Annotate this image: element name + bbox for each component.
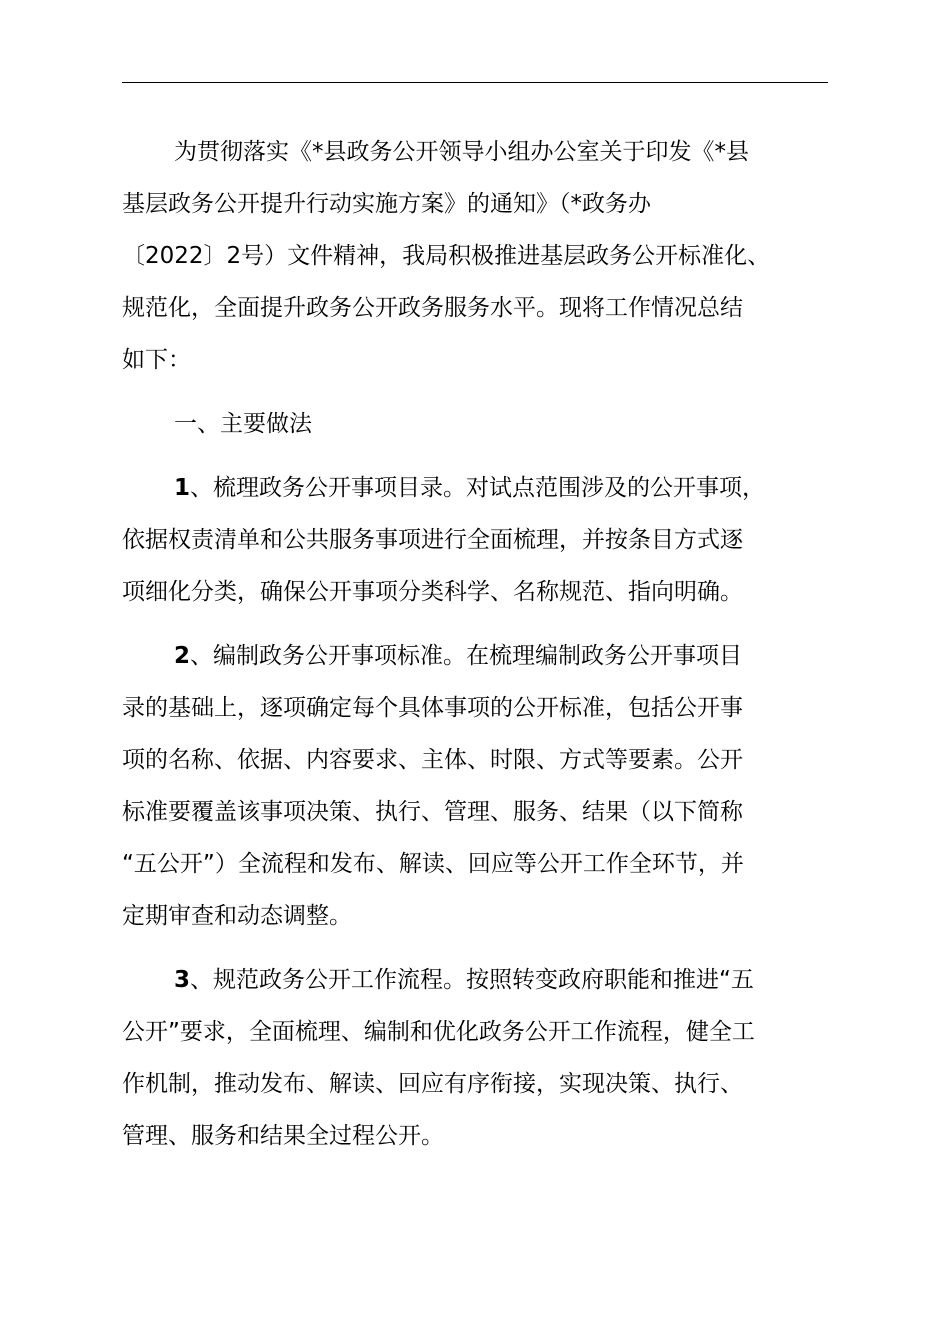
item-paragraph-3 <box>122 954 828 1162</box>
item-first-line <box>122 954 828 1006</box>
item-first-line <box>122 630 828 682</box>
item-line: 标准要覆盖该事项决策、执行、管理、服务、结果（以下简称 <box>122 799 743 825</box>
intro-paragraph <box>122 126 828 386</box>
document-body <box>122 126 828 1162</box>
item-paragraph-1 <box>122 462 828 618</box>
item-number: 1 <box>174 475 191 501</box>
item-line: 项的名称、依据、内容要求、主体、时限、方式等要素。公开 <box>122 747 743 773</box>
intro-line: 规范化，全面提升政务公开政务服务水平。现将工作情况总结 <box>122 295 743 321</box>
intro-line: 〔2022〕2号）文件精神，我局积极推进基层政务公开标准化、 <box>122 243 771 269</box>
intro-line: 为贯彻落实《*县政务公开领导小组办公室关于印发《*县 <box>174 139 749 165</box>
intro-line: 如下： <box>122 347 191 373</box>
item-line: 依据权责清单和公共服务事项进行全面梳理，并按条目方式逐 <box>122 527 743 553</box>
item-number: 2 <box>174 643 191 669</box>
item-number: 3 <box>174 967 191 993</box>
item-text: 、梳理政务公开事项目录。对试点范围涉及的公开事项， <box>190 475 766 501</box>
paragraph-gap <box>122 450 828 462</box>
header-rule <box>122 82 828 83</box>
item-text: 、规范政务公开工作流程。按照转变政府职能和推进“五 <box>190 967 754 993</box>
item-line: 管理、服务和结果全过程公开。 <box>122 1123 444 1149</box>
paragraph-gap <box>122 618 828 630</box>
item-line: “五公开”）全流程和发布、解读、回应等公开工作全环节，并 <box>122 851 744 877</box>
item-line: 作机制，推动发布、解读、回应有序衔接，实现决策、执行、 <box>122 1071 743 1097</box>
item-line: 定期审查和动态调整。 <box>122 903 352 929</box>
item-line: 公开”要求，全面梳理、编制和优化政务公开工作流程，健全工 <box>122 1019 755 1045</box>
paragraph-gap <box>122 386 828 398</box>
item-line: 项细化分类，确保公开事项分类科学、名称规范、指向明确。 <box>122 579 743 605</box>
item-first-line <box>122 462 828 514</box>
item-line: 录的基础上，逐项确定每个具体事项的公开标准，包括公开事 <box>122 695 743 721</box>
item-paragraph-2 <box>122 630 828 942</box>
section-heading: 一、主要做法 <box>174 411 312 437</box>
intro-line: 基层政务公开提升行动实施方案》的通知》（*政务办 <box>122 191 651 217</box>
paragraph-gap <box>122 942 828 954</box>
item-text: 、编制政务公开事项标准。在梳理编制政务公开事项目 <box>190 643 743 669</box>
